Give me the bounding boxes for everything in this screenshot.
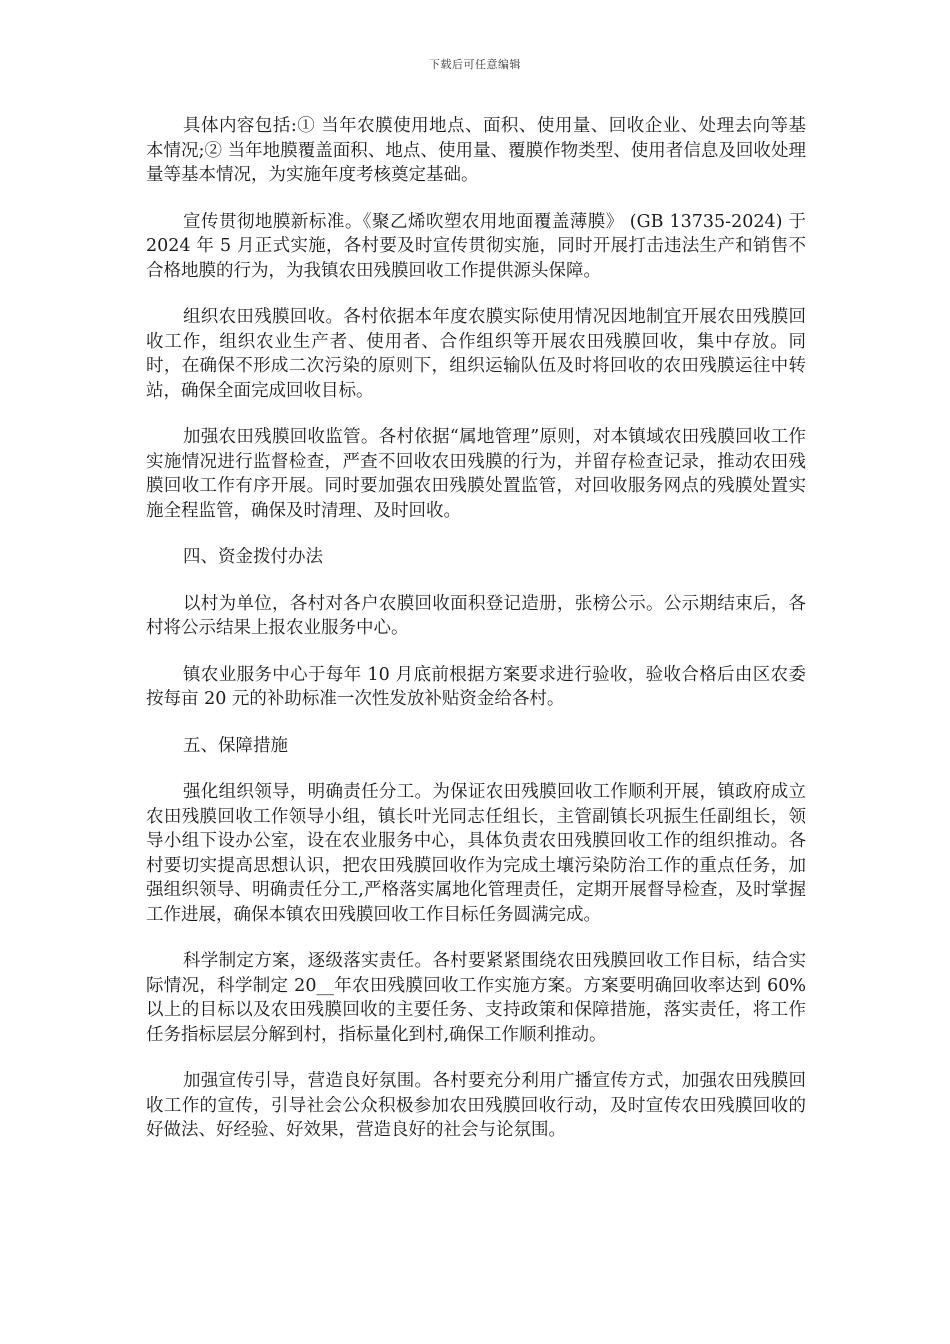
paragraph-leadership: 强化组织领导，明确责任分工。为保证农田残膜回收工作顺利开展，镇政府成立农田残膜回收工作领导小组，镇长叶光同志任组长，主管副镇长巩振生任副组长，领导小组下设办公室，设在农业服务中心，具体负责农田残膜回收工作的组织推动。各村要切实提高思想认识，把农田残膜回收作为完成土壤污染防治工作的重点任务，加强组织领导、明确责任分工,严格落实属地化管理责任，定期开展督导检查，及时掌握工作进展，确保本镇农田残膜回收工作目标任务圆满完成。: [146, 782, 806, 925]
paragraph-plan-responsibility: 科学制定方案，逐级落实责任。各村要紧紧围绕农田残膜回收工作目标，结合实际情况，科学制定 20__年农田残膜回收工作实施方案。方案要明确回收率达到 60%以上的目标以及农田残膜回收的主要任务、支持政策和保障措施，落实责任，将工作任务指标层层分解到村，指标量化到村,确保工作顺利推动。: [146, 951, 806, 1045]
section-heading-funding: 四、资金拨付办法: [183, 547, 323, 567]
paragraph-new-standard: 宣传贯彻地膜新标准。《聚乙烯吹塑农用地面覆盖薄膜》 (GB 13735-2024) 于 2024 年 5 月正式实施，各村要及时宣传贯彻实施，同时开展打击违法生产和销售不合格地膜的行为，为我镇农田残膜回收工作提供源头保障。: [146, 211, 806, 281]
section-heading-safeguards: 五、保障措施: [183, 735, 288, 756]
document-body: [146, 114, 806, 1165]
paragraph-village-registration: 以村为单位，各村对各户农膜回收面积登记造册，张榜公示。公示期结束后，各村将公示结果上报农业服务中心。: [146, 593, 806, 638]
paragraph-acceptance-subsidy: 镇农业服务中心于每年 10 月底前根据方案要求进行验收，验收合格后由区农委按每亩 20 元的补助标准一次性发放补贴资金给各村。: [146, 664, 806, 709]
paragraph-organize-recovery: 组织农田残膜回收。各村依据本年度农膜实际使用情况因地制宜开展农田残膜回收工作，组织农业生产者、使用者、合作组织等开展农田残膜回收，集中存放。同时，在确保不形成二次污染的原则下，组织运输队伍及时将回收的农田残膜运往中转站，确保全面完成回收目标。: [146, 307, 806, 401]
paragraph-content-details: 具体内容包括:① 当年农膜使用地点、面积、使用量、回收企业、处理去向等基本情况;② 当年地膜覆盖面积、地点、使用量、覆膜作物类型、使用者信息及回收处理量等基本情况，为实施年度考核奠定基础。: [146, 116, 806, 185]
paragraph-publicity: 加强宣传引导，营造良好氛围。各村要充分利用广播宣传方式，加强农田残膜回收工作的宣传，引导社会公众积极参加农田残膜回收行动，及时宣传农田残膜回收的好做法、好经验、好效果，营造良好的社会与论氛围。: [146, 1071, 806, 1140]
header-note: 下载后可任意编辑: [429, 58, 521, 71]
paragraph-supervision: 加强农田残膜回收监管。各村依据“属地管理”原则，对本镇域农田残膜回收工作实施情况进行监督检查，严查不回收农田残膜的行为，并留存检查记录，推动农田残膜回收工作有序开展。同时要加强农田残膜处置监管，对回收服务网点的残膜处置实施全程监管，确保及时清理、及时回收。: [146, 427, 806, 521]
